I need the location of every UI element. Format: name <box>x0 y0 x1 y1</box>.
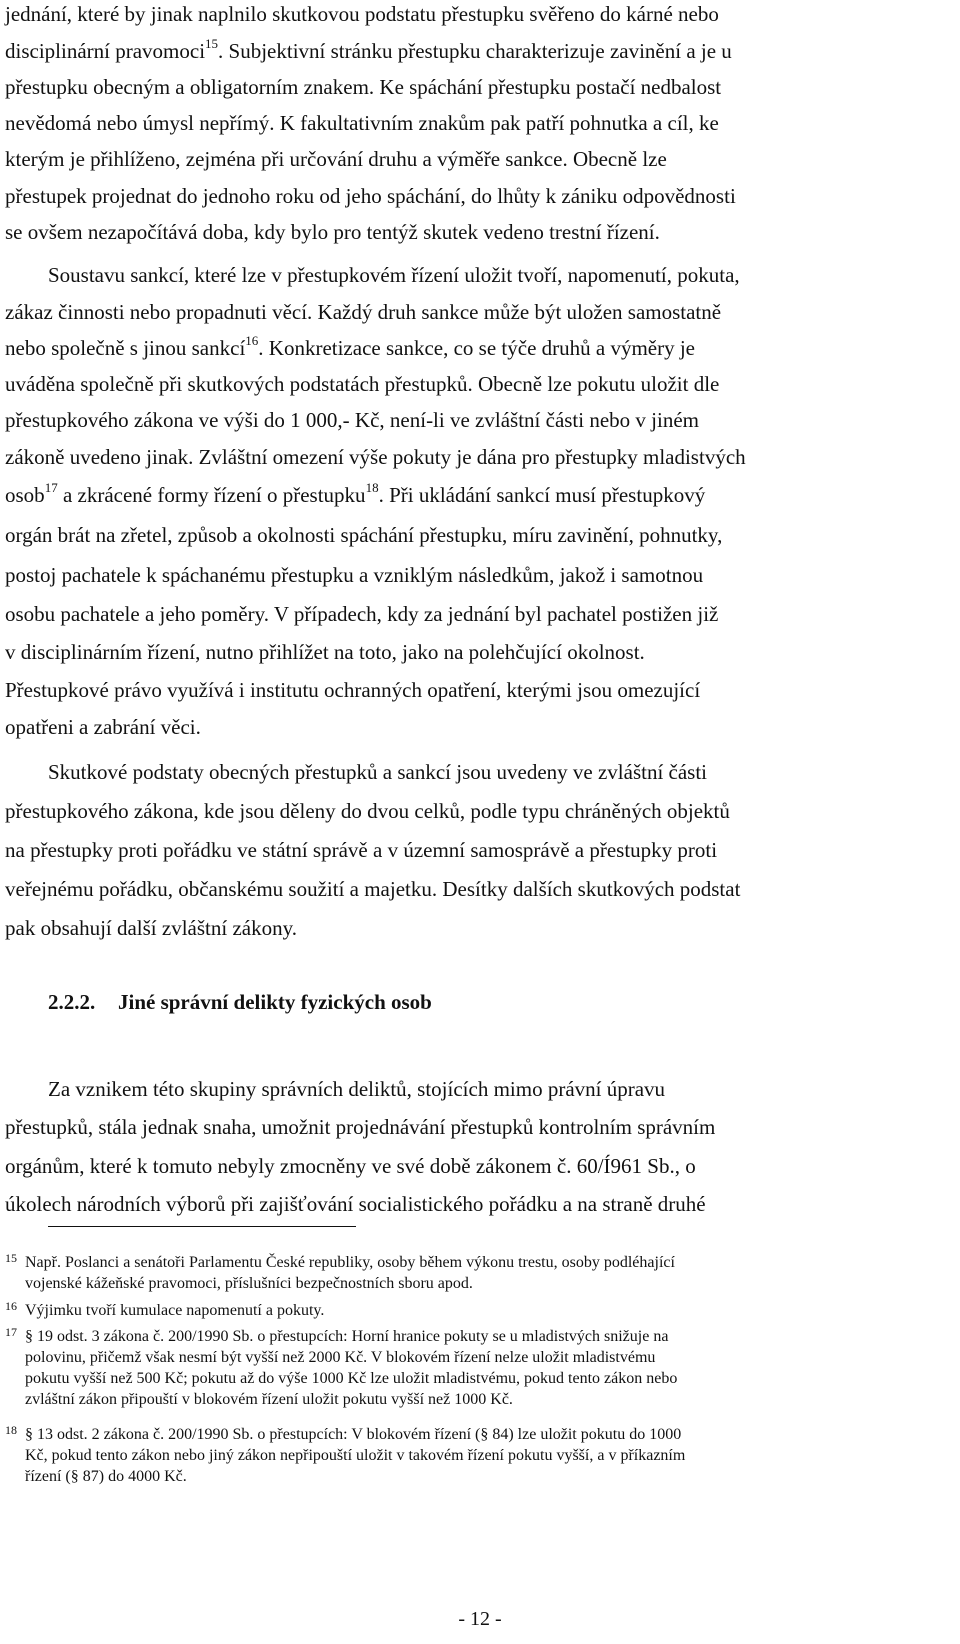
body-line <box>48 1075 913 1104</box>
footnote-ref[interactable]: 16 <box>245 333 259 348</box>
text-run: přestupek projednat do jednoho roku od jeho spáchání, do lhůty k zániku odpovědnosti <box>5 184 736 208</box>
body-line <box>5 1190 913 1219</box>
body-line <box>5 370 913 399</box>
body-line <box>5 600 913 629</box>
body-line <box>5 797 913 826</box>
footnote-line: Kč, pokud tento zákon nebo jiný zákon nepřipouští uložit v takovém řízení pokutu vyšší, a v příkazním <box>25 1447 686 1464</box>
body-line <box>5 1152 913 1181</box>
footnote-body <box>25 1300 913 1321</box>
text-run: Soustavu sankcí, které lze v přestupkovém řízení uložit tvoří, napomenutí, pokuta, <box>48 263 740 287</box>
footnote-mark: 16 <box>5 1299 17 1313</box>
footnote-ref[interactable]: 18 <box>365 480 379 495</box>
body-line <box>5 298 913 327</box>
text-run: kterým je přihlíženo, zejména při určování druhu a výměře sankce. Obecně lze <box>5 147 667 171</box>
footnote-line: řízení (§ 87) do 4000 Kč. <box>25 1468 187 1485</box>
text-run: zákaz činnosti nebo propadnuti věcí. Každý druh sankce může být uložen samostatně <box>5 300 722 324</box>
text-run: Za vznikem této skupiny správních deliktů, stojících mimo právní úpravu <box>48 1077 666 1101</box>
body-line <box>48 261 913 290</box>
text-run: osob <box>5 483 45 507</box>
text-run: . Konkretizace sankce, co se týče druhů a výměry je <box>258 336 696 360</box>
text-run: přestupkového zákona, kde jsou děleny do dvou celků, podle typu chráněných objektů <box>5 799 730 823</box>
body-line <box>5 0 913 29</box>
footnote-mark: 17 <box>5 1325 17 1339</box>
body-line <box>5 182 913 211</box>
footnote-body <box>25 1326 913 1410</box>
section-heading <box>48 990 432 1015</box>
body-line <box>5 334 913 363</box>
text-run: jednání, které by jinak naplnilo skutkovou podstatu přestupku svěřeno do kárné nebo <box>5 2 719 26</box>
section-number: 2.2.2. <box>48 990 96 1014</box>
body-line <box>5 875 913 904</box>
text-run: úkolech národních výborů při zajišťování socialistického pořádku a na straně druhé <box>5 1192 706 1216</box>
text-run: osobu pachatele a jeho poměry. V případech, kdy za jednání byl pachatel postižen již <box>5 602 719 626</box>
footnote-body <box>25 1252 913 1294</box>
footnote-line: Např. Poslanci a senátoři Parlamentu České republiky, osoby během výkonu trestu, osoby podléhající <box>25 1254 675 1271</box>
text-run: disciplinární pravomoci <box>5 39 206 63</box>
text-run: se ovšem nezapočítává doba, kdy bylo pro tentýž skutek vedeno trestní řízení. <box>5 220 660 244</box>
footnote-mark: 15 <box>5 1251 17 1265</box>
text-run: . Subjektivní stránku přestupku charakterizuje zavinění a je u <box>218 39 732 63</box>
text-run: Přestupkové právo využívá i institutu ochranných opatření, kterými jsou omezující <box>5 678 701 702</box>
body-line <box>5 406 913 435</box>
section-title: Jiné správní delikty fyzických osob <box>118 990 432 1014</box>
body-line <box>5 145 913 174</box>
text-run: nebo společně s jinou sankcí <box>5 336 246 360</box>
text-run: zákoně uvedeno jinak. Zvláštní omezení výše pokuty je dána pro přestupky mladistvých <box>5 445 746 469</box>
footnote-line: pokutu vyšší než 500 Kč; pokutu až do výše 1000 Kč lze uložit mladistvému, pokud tento zákon nebo <box>25 1370 678 1387</box>
footnote-line: vojenské kážeňské pravomoci, příslušníci bezpečnostních sboru apod. <box>25 1275 473 1292</box>
body-line <box>5 676 913 705</box>
text-run: orgán brát na zřetel, způsob a okolnosti spáchání přestupku, míru zavinění, pohnutky, <box>5 523 723 547</box>
footnote-line: § 19 odst. 3 zákona č. 200/1990 Sb. o přestupcích: Horní hranice pokuty se u mladistvých snižuje na <box>25 1328 669 1345</box>
text-run: přestupku obecným a obligatorním znakem. Ke spáchání přestupku postačí nedbalost <box>5 75 722 99</box>
body-line <box>5 218 913 247</box>
body-line <box>5 1113 913 1142</box>
text-run: postoj pachatele k spáchanému přestupku a vzniklým následkům, jakož i samotnou <box>5 563 704 587</box>
footnote-line: Výjimku tvoří kumulace napomenutí a pokuty. <box>25 1302 325 1319</box>
text-run: přestupků, stála jednak snaha, umožnit projednávání přestupků kontrolním správním <box>5 1115 716 1139</box>
body-line <box>5 521 913 550</box>
body-line <box>5 836 913 865</box>
footnote-mark: 18 <box>5 1423 17 1437</box>
footnote-ref[interactable]: 15 <box>205 36 219 51</box>
text-run: opatřeni a zabrání věci. <box>5 715 201 739</box>
body-line <box>5 914 913 943</box>
body-line <box>48 758 913 787</box>
text-run: a zkrácené formy řízení o přestupku <box>57 483 366 507</box>
footnote-separator <box>48 1226 356 1227</box>
footnote-line: zvláštní zákon připouští v blokovém řízení uložit pokutu vyšší než 1000 Kč. <box>25 1391 513 1408</box>
footnote-line: polovinu, přičemž však nesmí být vyšší než 2000 Kč. V blokovém řízení nelze uložit mladistvému <box>25 1349 656 1366</box>
body-line <box>5 109 913 138</box>
text-run: orgánům, které k tomuto nebyly zmocněny ve své době zákonem č. 60/Í961 Sb., o <box>5 1154 696 1178</box>
text-run: přestupkového zákona ve výši do 1 000,- Kč, není-li ve zvláštní části nebo v jiném <box>5 408 699 432</box>
footnote-body <box>25 1424 913 1487</box>
text-run: uváděna společně při skutkových podstatách přestupků. Obecně lze pokutu uložit dle <box>5 372 720 396</box>
footnote-ref[interactable]: 17 <box>44 480 58 495</box>
text-run: . Při ukládání sankcí musí přestupkový <box>378 483 706 507</box>
footnote-line: § 13 odst. 2 zákona č. 200/1990 Sb. o přestupcích: V blokovém řízení (§ 84) lze uložit pokutu do 1000 <box>25 1426 682 1443</box>
text-run: pak obsahují další zvláštní zákony. <box>5 916 297 940</box>
text-run: na přestupky proti pořádku ve státní správě a v územní samosprávě a přestupky proti <box>5 838 718 862</box>
text-run: veřejnému pořádku, občanskému soužití a majetku. Desítky dalších skutkových podstat <box>5 877 741 901</box>
text-run: Skutkové podstaty obecných přestupků a sankcí jsou uvedeny ve zvláštní části <box>48 760 708 784</box>
body-line <box>5 481 913 510</box>
body-line <box>5 638 913 667</box>
body-line <box>5 561 913 590</box>
text-run: nevědomá nebo úmysl nepřímý. K fakultativním znakům pak patří pohnutka a cíl, ke <box>5 111 719 135</box>
text-run: v disciplinárním řízení, nutno přihlížet na toto, jako na polehčující okolnost. <box>5 640 645 664</box>
body-line <box>5 443 913 472</box>
body-line <box>5 73 913 102</box>
body-line <box>5 37 913 66</box>
body-line <box>5 713 913 742</box>
page-number: - 12 - <box>458 1608 502 1630</box>
